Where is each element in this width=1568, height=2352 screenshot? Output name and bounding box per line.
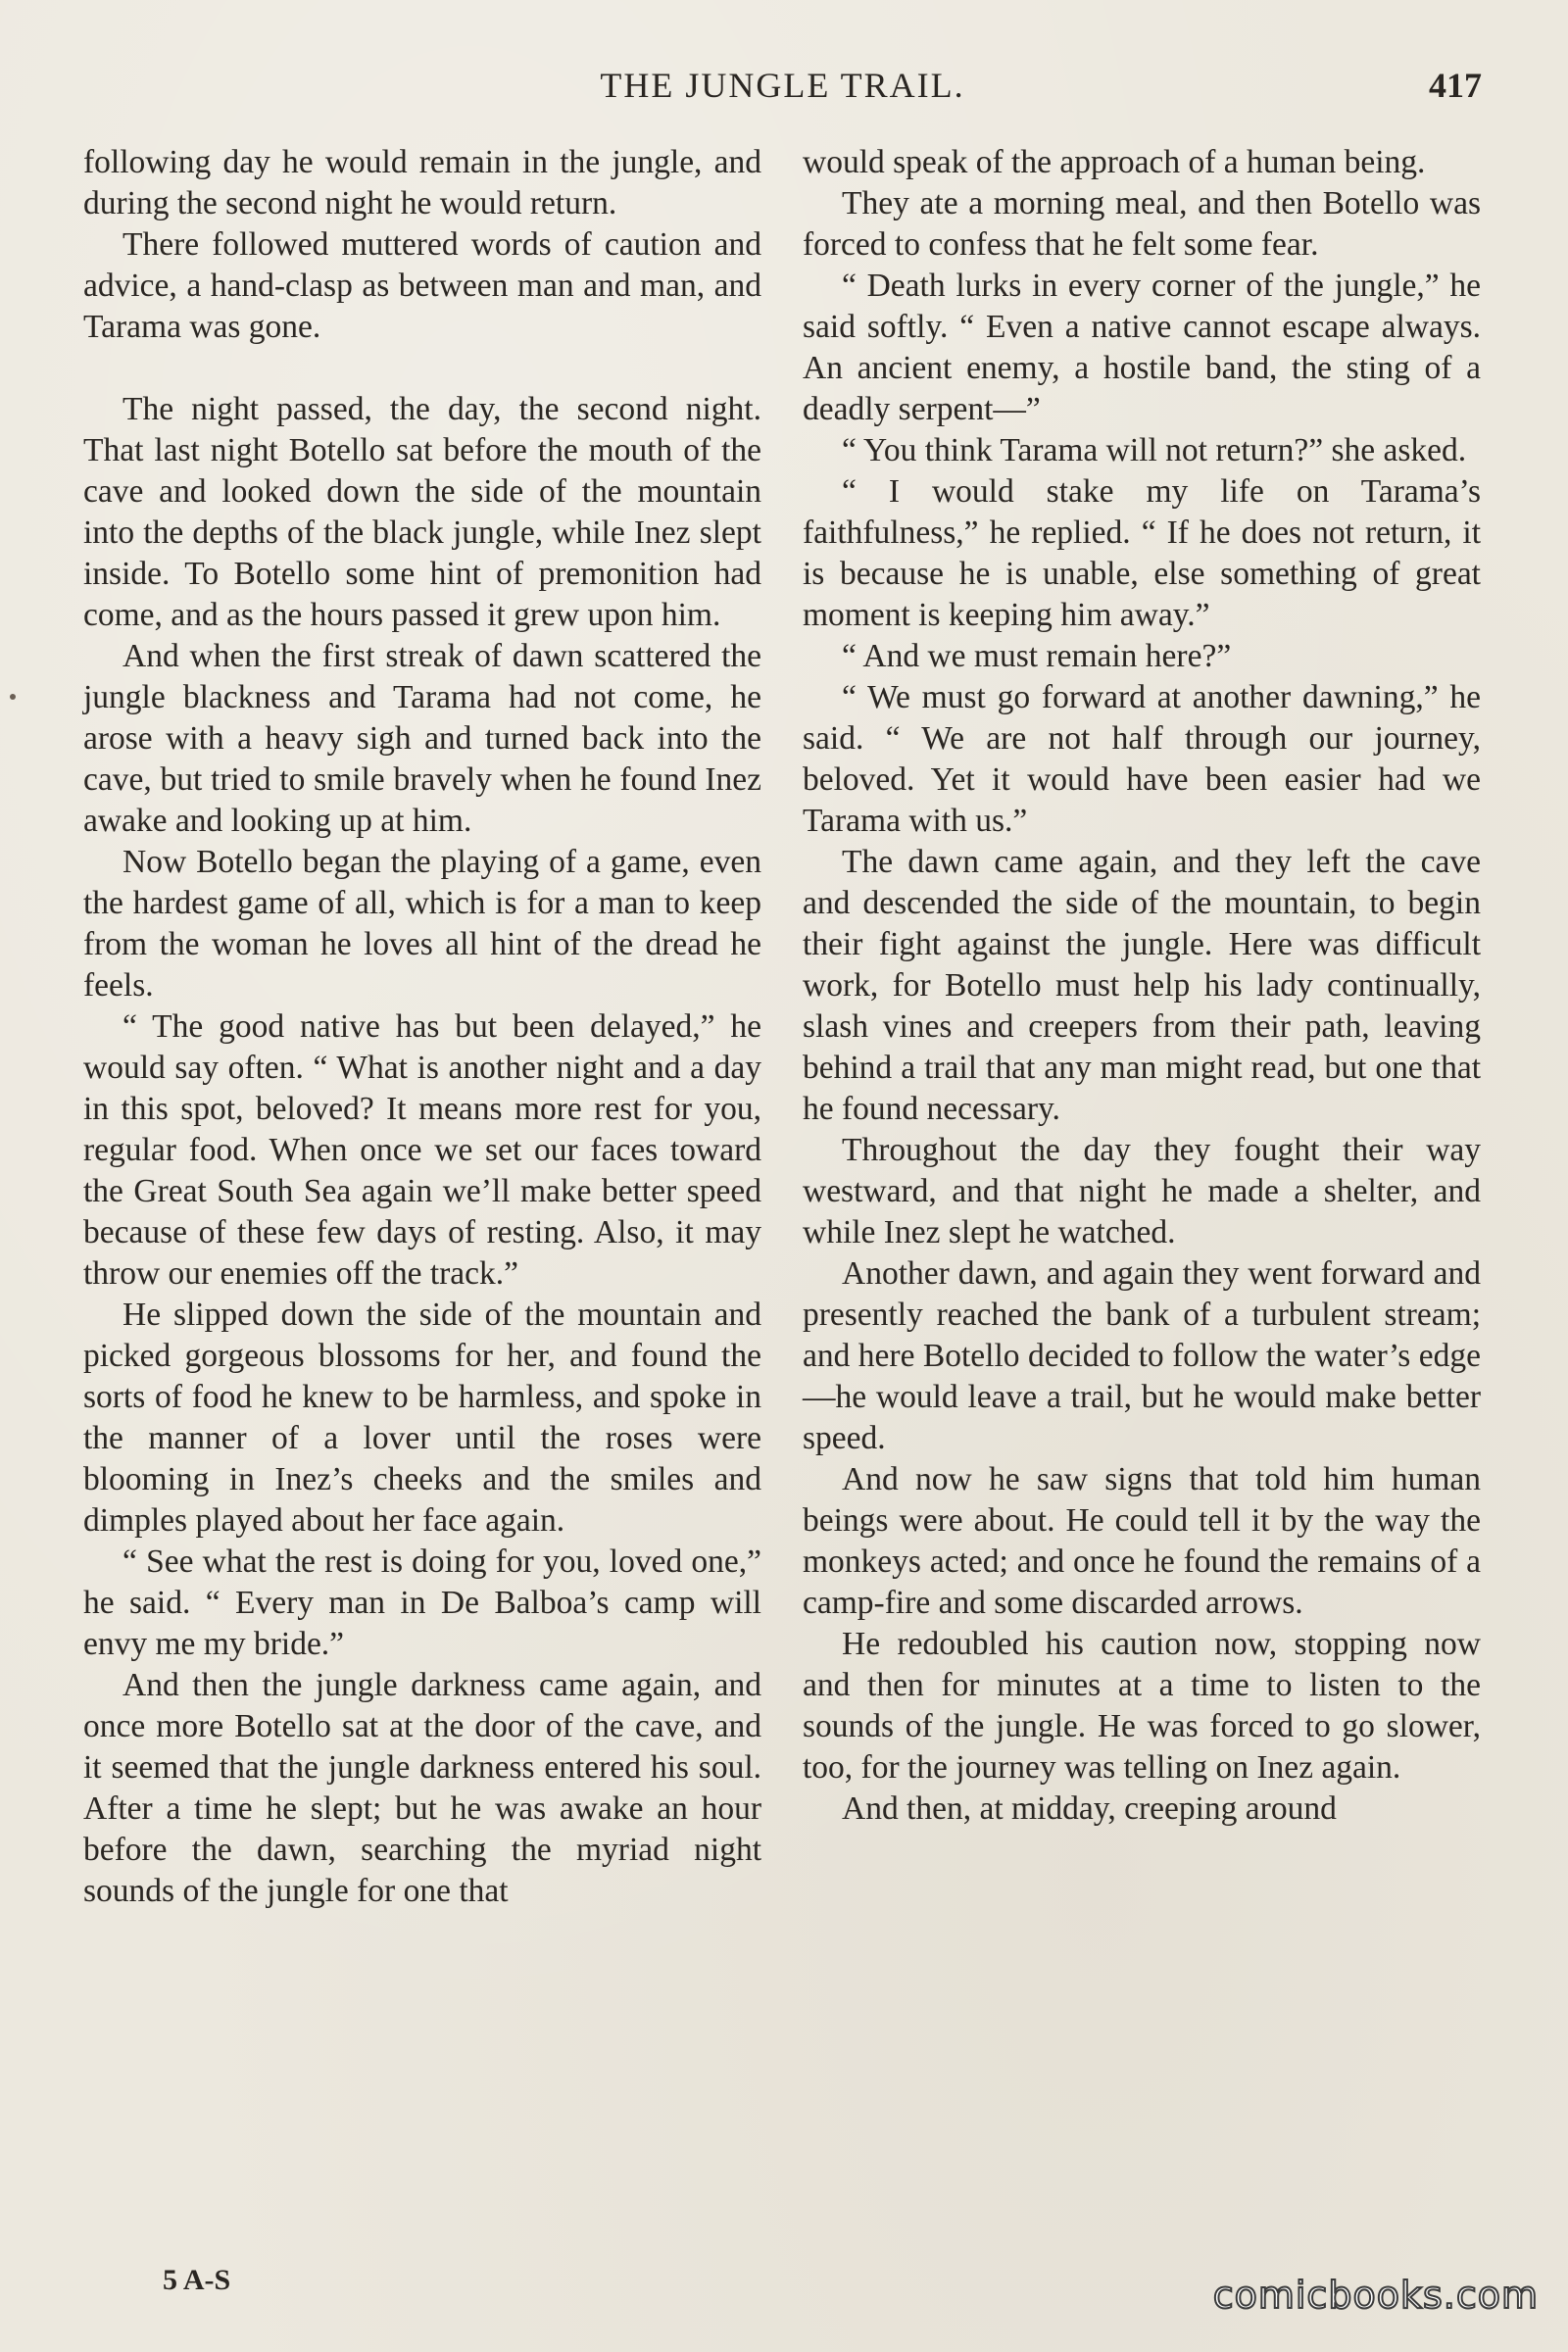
paragraph: And now he saw signs that told him human beings were about. He could tell it by the way the monkeys acted; and once he found the remains of a camp-fire and some discarded arrows. <box>803 1461 1481 1621</box>
paragraph: And then the jungle darkness came again, and once more Botello sat at the door of the cave, and it seemed that the jungle darkness entered his soul. After a time he slept; but he was awake an hour before the dawn, searching the myriad night sounds of the jungle for one that <box>83 1667 761 1909</box>
page-title: THE JUNGLE TRAIL. <box>600 66 965 105</box>
paragraph: The night passed, the day, the second night. That last night Botello sat before the mouth of the cave and looked down the side of the mountain into the depths of the black jungle, while Inez slept inside. To Botello some hint of premonition had come, and as the hours passed it grew upon him. <box>83 391 761 633</box>
paragraph: There followed muttered words of caution and advice, a hand-clasp as between man and man, and Tarama was gone. <box>83 226 761 345</box>
paragraph: “ And we must remain here?” <box>842 638 1232 674</box>
paragraph: “ The good native has but been delayed,” he would say often. “ What is another night and a day in this spot, beloved? It means more rest for you, regular food. When once we set our faces toward the Great South Sea again we’ll make better speed because of these few days of resting. Also, it may throw our enemies off the track.” <box>83 1008 761 1292</box>
paragraph: And when the first streak of dawn scattered the jungle blackness and Tarama had not come, he arose with a heavy sigh and turned back into the cave, but tried to smile bravely when he found Inez awake and looking up at him. <box>83 638 761 839</box>
right-column <box>803 142 1481 1830</box>
paragraph: following day he would remain in the jungle, and during the second night he would return. <box>83 144 761 221</box>
printer-signature: 5 A-S <box>163 2264 231 2296</box>
paragraph: “ We must go forward at another dawning,” he said. “ We are not half through our journey, beloved. Yet it would have been easier had we Tarama with us.” <box>803 679 1481 839</box>
paragraph: Another dawn, and again they went forward and presently reached the bank of a turbulent stream; and here Botello decided to follow the water’s edge—he would leave a trail, but he would make better speed. <box>803 1255 1481 1456</box>
paragraph: “ Death lurks in every corner of the jungle,” he said softly. “ Even a native cannot escape always. An ancient enemy, a hostile band, the sting of a deadly serpent—” <box>803 268 1481 427</box>
page-number: 417 <box>1429 66 1482 105</box>
paragraph: He redoubled his caution now, stopping now and then for minutes at a time to listen to the sounds of the jungle. He was forced to go slower, too, for the journey was telling on Inez again. <box>803 1626 1481 1786</box>
paragraph: The dawn came again, and they left the cave and descended the side of the mountain, to begin their fight against the jungle. Here was difficult work, for Botello must help his lady continually, slash vines and creepers from their path, leaving behind a trail that any man might read, but one that he found necessary. <box>803 844 1481 1127</box>
paragraph: They ate a morning meal, and then Botello was forced to confess that he felt some fear. <box>803 185 1481 263</box>
running-head <box>83 65 1482 114</box>
left-column <box>83 142 761 1912</box>
paragraph: Now Botello began the playing of a game, even the hardest game of all, which is for a man to keep from the woman he loves all hint of the dread he feels. <box>83 844 761 1004</box>
paragraph: He slipped down the side of the mountain and picked gorgeous blossoms for her, and found the sorts of food he knew to be harmless, and spoke in the manner of a lover until the roses were blooming in Inez’s cheeks and the smiles and dimples played about her face again. <box>83 1297 761 1539</box>
paragraph: Throughout the day they fought their way westward, and that night he made a shelter, and while Inez slept he watched. <box>803 1132 1481 1250</box>
margin-dot <box>10 694 16 700</box>
paragraph: “ You think Tarama will not return?” she asked. <box>842 432 1467 468</box>
paragraph: would speak of the approach of a human being. <box>803 144 1426 180</box>
paragraph: “ See what the rest is doing for you, loved one,” he said. “ Every man in De Balboa’s camp will envy me my bride.” <box>83 1544 761 1662</box>
watermark: comicbooks.com <box>1212 2274 1539 2317</box>
paragraph: “ I would stake my life on Tarama’s faithfulness,” he replied. “ If he does not return, it is because he is unable, else something of great moment is keeping him away.” <box>803 473 1481 633</box>
paragraph: And then, at midday, creeping around <box>842 1790 1337 1827</box>
